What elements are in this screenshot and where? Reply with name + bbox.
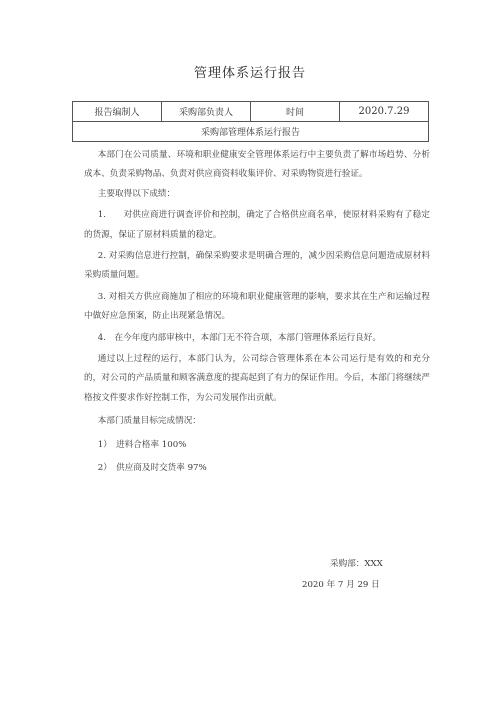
- report-subtitle: 采购部管理体系运行报告: [73, 122, 429, 142]
- target-item-2: 2） 供应商及时交货率 97%: [97, 463, 207, 474]
- achievement-item-4: 4. 在今年度内部审核中，本部门无不符合项，本部门管理体系运行良好。: [97, 332, 381, 343]
- info-row-title: [73, 122, 429, 142]
- achievement-item-1: 1. 对供应商进行调查评价和控制，确定了合格供应商名单，使原材料采购有了稳定的货源，保证了原材料质量的稳定。: [84, 210, 430, 240]
- report-date: 2020.7.29: [340, 102, 429, 122]
- info-row-header: [73, 102, 429, 122]
- signature-date: 2020 年 7 月 29 日: [302, 580, 380, 590]
- compiler-label: 报告编制人: [73, 102, 162, 122]
- conclusion-paragraph: 通过以上过程的运行，本部门认为，公司综合管理体系在本公司运行是有效的和充分的，对公司的产品质量和顾客满意度的提高起到了有力的保证作用。今后，本部门将继续严格按文件要求作好控制工作，为公司发展作出贡献。: [84, 354, 430, 403]
- achievement-item-2: 2. 对采购信息进行控制，确保采购要求是明确合理的，减少因采购信息问题造成原材料采购质量问题。: [84, 251, 430, 281]
- achievements-heading: 主要取得以下成绩：: [97, 188, 176, 199]
- time-label: 时间: [251, 102, 340, 122]
- achievement-item-3: 3. 对相关方供应商施加了相应的环境和职业健康管理的影响，要求其在生产和运输过程中做好应急预案，防止出现紧急情况。: [84, 291, 430, 322]
- document-title: 管理体系运行报告: [193, 66, 306, 81]
- target-item-1: 1） 进料合格率 100%: [97, 439, 187, 450]
- report-body: [84, 146, 430, 479]
- report-info-table: [72, 101, 429, 142]
- purchasing-head-label: 采购部负责人: [162, 102, 251, 122]
- department-signature: 采购部：XXX: [330, 559, 383, 569]
- intro-paragraph: 本部门在公司质量、环境和职业健康安全管理体系运行中主要负责了解市场趋势、分析成本、负责采购物品、负责对供应商资料收集评价、对采购物资进行验证。: [84, 150, 430, 180]
- targets-heading: 本部门质量目标完成情况：: [97, 416, 201, 427]
